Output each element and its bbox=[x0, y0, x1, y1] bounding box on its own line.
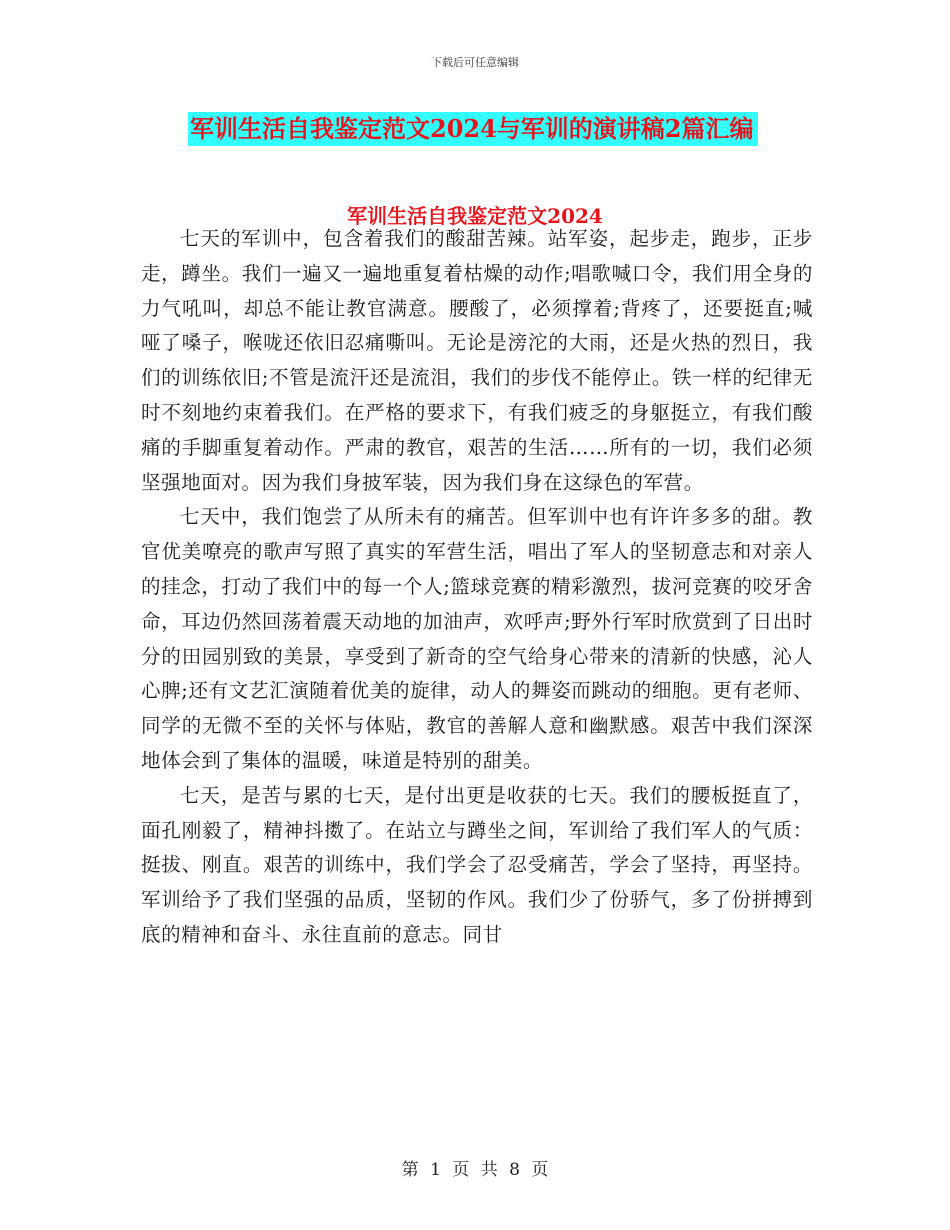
document-title-container bbox=[188, 112, 758, 146]
paragraph-3: 七天，是苦与累的七天，是付出更是收获的七天。我们的腰板挺直了，面孔刚毅了，精神抖擞了。在站立与蹲坐之间，军训给了我们军人的气质：挺拔、刚直。艰苦的训练中，我们学会了忍受痛苦，学会了坚持，再坚持。军训给予了我们坚强的品质，坚韧的作风。我们少了份骄气，多了份拼搏到底的精神和奋斗、永往直前的意志。同甘 bbox=[141, 783, 813, 946]
document-title: 军训生活自我鉴定范文2024与军训的演讲稿2篇汇编 bbox=[188, 112, 758, 146]
page-header-note: 下载后可任意编辑 bbox=[431, 56, 519, 69]
document-body bbox=[141, 222, 813, 953]
paragraph-2: 七天中，我们饱尝了从所未有的痛苦。但军训中也有许许多多的甜。教官优美嘹亮的歌声写照了真实的军营生活，唱出了军人的坚韧意志和对亲人的挂念，打动了我们中的每一个人;篮球竞赛的精彩激烈，拔河竞赛的咬牙舍命，耳边仍然回荡着震天动地的加油声，欢呼声;野外行军时欣赏到了日出时分的田园别致的美景，享受到了新奇的空气给身心带来的清新的快感，沁人心脾;还有文艺汇演随着优美的旋律，动人的舞姿而跳动的细胞。更有老师、同学的无微不至的关怀与体贴，教官的善解人意和幽默感。艰苦中我们深深地体会到了集体的温暖，味道是特别的甜美。 bbox=[141, 505, 813, 772]
page-number-footer: 第 1 页 共 8 页 bbox=[401, 1160, 549, 1180]
paragraph-1: 七天的军训中，包含着我们的酸甜苦辣。站军姿，起步走，跑步，正步走，蹲坐。我们一遍又一遍地重复着枯燥的动作;唱歌喊口令，我们用全身的力气吼叫，却总不能让教官满意。腰酸了，必须撑着;背疼了，还要挺直;喊哑了嗓子，喉咙还依旧忍痛嘶叫。无论是滂沱的大雨，还是火热的烈日，我们的训练依旧;不管是流汗还是流泪，我们的步伐不能停止。铁一样的纪律无时不刻地约束着我们。在严格的要求下，有我们疲乏的身躯挺立，有我们酸痛的手脚重复着动作。严肃的教官，艰苦的生活……所有的一切，我们必须坚强地面对。因为我们身披军装，因为我们身在这绿色的军营。 bbox=[141, 227, 813, 494]
section-title: 军训生活自我鉴定范文2024 bbox=[347, 204, 603, 228]
